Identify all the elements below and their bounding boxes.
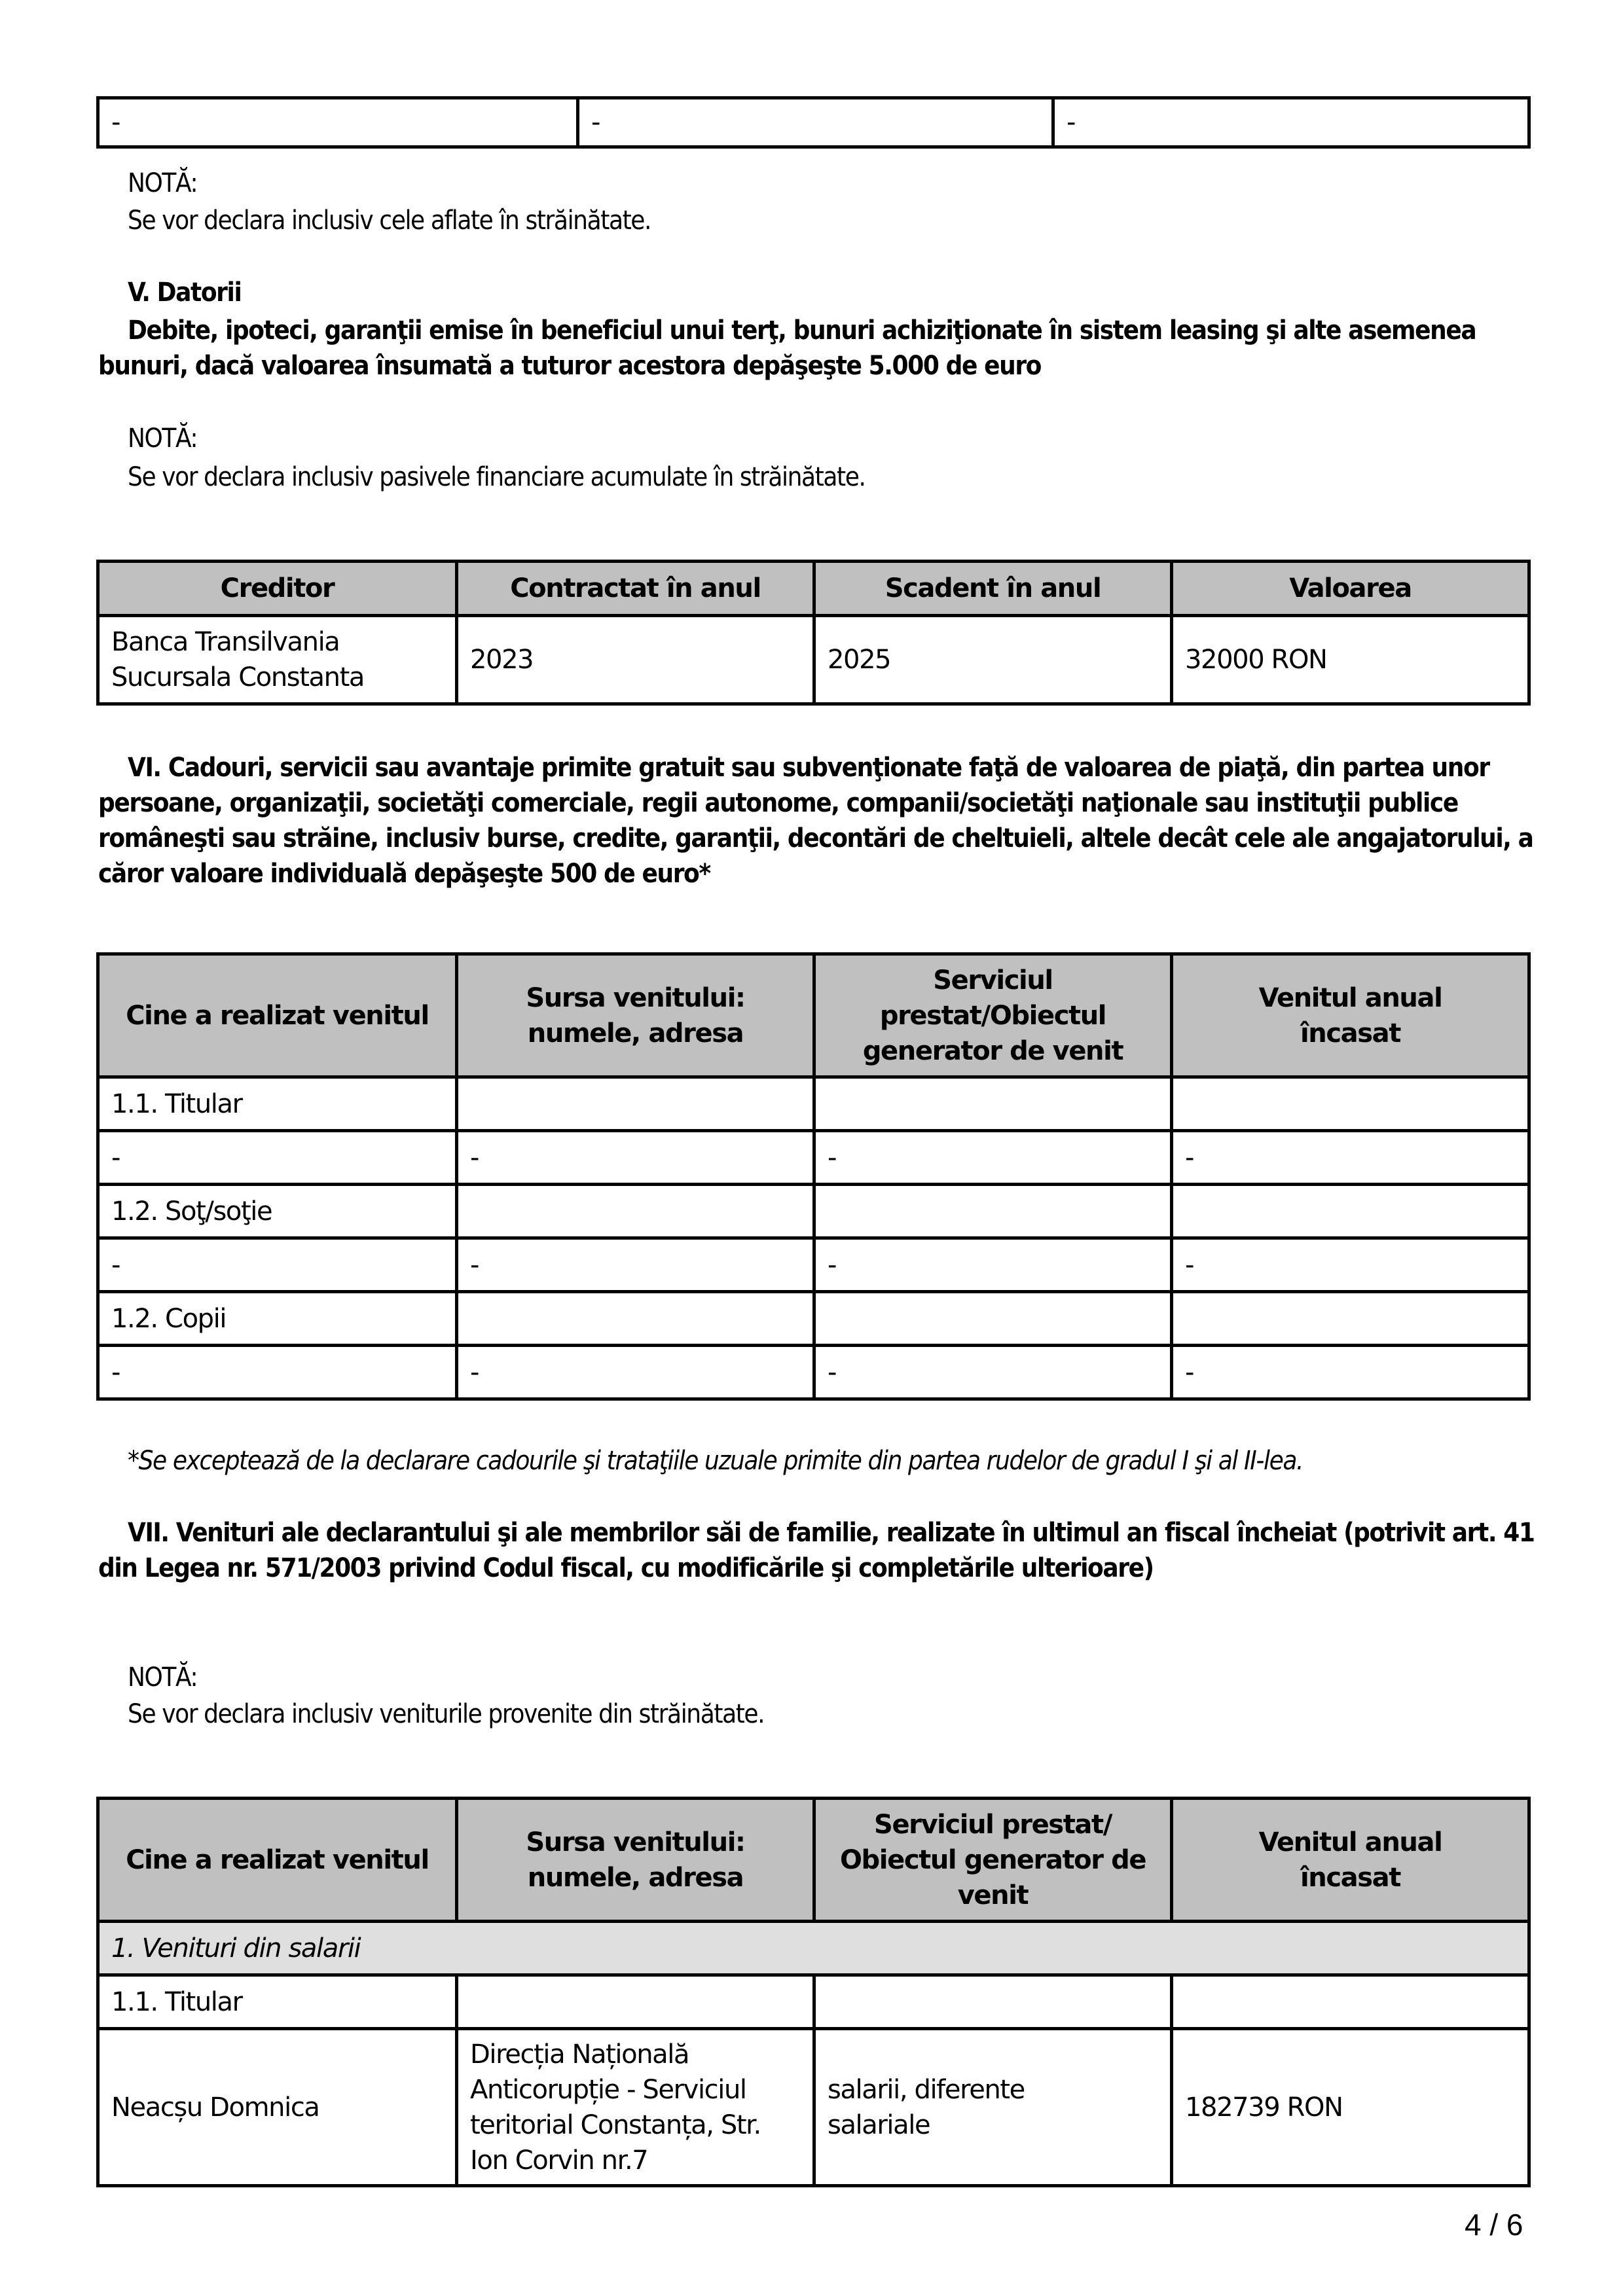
gifts-table [96, 952, 1531, 1401]
page-indicator: 4 / 6 [1465, 2208, 1523, 2242]
note-text: Se vor declara inclusiv veniturile provenite din străinătate. [128, 1699, 765, 1729]
table-row [98, 98, 1529, 147]
table-cell [457, 1077, 814, 1131]
column-header: Venitul anual încasat [1172, 954, 1529, 1077]
income-service-cell: salarii, diferente salariale [814, 2029, 1172, 2186]
section-v-title: V. Datorii [128, 278, 242, 308]
column-header: Contractat în anul [457, 562, 814, 616]
table-cell: - [98, 98, 578, 147]
column-header: Sursa venitului: numele, adresa [457, 954, 814, 1077]
debts-table [96, 560, 1531, 706]
table-cell: - [98, 1131, 457, 1185]
table-cell: - [1172, 1346, 1529, 1399]
table-header-row [98, 1799, 1529, 1922]
due-year-cell: 2025 [814, 616, 1172, 704]
column-header: Creditor [98, 562, 457, 616]
income-table [96, 1797, 1531, 2187]
table-cell: - [1172, 1131, 1529, 1185]
table-cell: - [578, 98, 1053, 147]
table-header-row [98, 954, 1529, 1077]
table-cell: - [1172, 1238, 1529, 1292]
table-cell [814, 1292, 1172, 1346]
table-cell [814, 1975, 1172, 2029]
note-text: Se vor declara inclusiv cele aflate în străinătate. [128, 206, 651, 236]
value-cell: 32000 RON [1172, 616, 1529, 704]
table-cell: - [814, 1346, 1172, 1399]
section-v-subtitle: Debite, ipoteci, garanţii emise în beneficiul unui terţ, bunuri achiziţionate în sistem leasing şi alte asemenea bunuri, dacă valoarea însumată a tuturor acestora depăşeşte 5.000 de euro [98, 315, 1476, 381]
table-cell: - [814, 1131, 1172, 1185]
table-row [98, 1185, 1529, 1238]
column-header: Cine a realizat venitul [98, 954, 457, 1077]
table-cell [457, 1185, 814, 1238]
note-label: NOTĂ: [128, 168, 198, 198]
table-cell: - [457, 1131, 814, 1185]
note-label: NOTĂ: [128, 1662, 198, 1693]
table-row [98, 1292, 1529, 1346]
column-header: Venitul anual încasat [1172, 1799, 1529, 1922]
income-source-cell: Direcția Națională Anticorupție - Serviciul teritorial Constanța, Str. Ion Corvin nr.7 [457, 2029, 814, 2186]
table-row [98, 1346, 1529, 1399]
table-row [98, 616, 1529, 704]
note-label: NOTĂ: [128, 423, 198, 454]
creditor-cell: Banca Transilvania Sucursala Constanta [98, 616, 457, 704]
table-header-row [98, 562, 1529, 616]
table-cell [457, 1975, 814, 2029]
column-header: Serviciul prestat/ Obiectul generator de venit [814, 1799, 1172, 1922]
table-cell: 1.1. Titular [98, 1077, 457, 1131]
table-cell: - [457, 1238, 814, 1292]
table-cell [457, 1292, 814, 1346]
table-row [98, 1131, 1529, 1185]
table-row [98, 1238, 1529, 1292]
column-header: Valoarea [1172, 562, 1529, 616]
table-cell: - [457, 1346, 814, 1399]
table-cell: 1.2. Copii [98, 1292, 457, 1346]
column-header: Serviciul prestat/Obiectul generator de venit [814, 954, 1172, 1077]
income-category: 1. Venituri din salarii [98, 1922, 1529, 1975]
table-cell: 1.1. Titular [98, 1975, 457, 2029]
column-header: Sursa venitului: numele, adresa [457, 1799, 814, 1922]
table-cell: - [98, 1238, 457, 1292]
table-section-row [98, 1922, 1529, 1975]
income-amount-cell: 182739 RON [1172, 2029, 1529, 2186]
table-row [98, 1975, 1529, 2029]
table-cell: - [1053, 98, 1529, 147]
table-cell: 1.2. Soţ/soţie [98, 1185, 457, 1238]
table-cell: - [814, 1238, 1172, 1292]
gifts-footnote: *Se exceptează de la declarare cadourile şi trataţiile uzuale primite din partea rudelor de gradul I şi al II-lea. [128, 1446, 1303, 1476]
table-cell: - [98, 1346, 457, 1399]
contract-year-cell: 2023 [457, 616, 814, 704]
table-cell [814, 1077, 1172, 1131]
note-text: Se vor declara inclusiv pasivele financiare acumulate în străinătate. [128, 462, 866, 492]
table-cell [1172, 1185, 1529, 1238]
column-header: Scadent în anul [814, 562, 1172, 616]
table-row [98, 2029, 1529, 2186]
column-header: Cine a realizat venitul [98, 1799, 457, 1922]
section-vi-title: VI. Cadouri, servicii sau avantaje primite gratuit sau subvenţionate faţă de valoarea de piaţă, din partea unor persoane, organizaţii, societăţi comerciale, regii autonome, companii/societăţi naţionale sau instituţii publice româneşti sau străine, inclusiv burse, credite, garanţii, decontări de cheltuieli, altele decât cele ale angajatorului, a căror valoare individuală depăşeşte 500 de euro* [98, 753, 1533, 889]
income-earner-cell: Neacșu Domnica [98, 2029, 457, 2186]
section-vii-title: VII. Venituri ale declarantului şi ale membrilor săi de familie, realizate în ultimul an fiscal încheiat (potrivit art. 41 din Legea nr. 571/2003 privind Codul fiscal, cu modificările şi completările ulterioare) [98, 1518, 1535, 1583]
table-cell [1172, 1077, 1529, 1131]
table-row [98, 1077, 1529, 1131]
assets-continuation-table [96, 96, 1531, 149]
table-cell [1172, 1292, 1529, 1346]
table-cell [1172, 1975, 1529, 2029]
table-cell [814, 1185, 1172, 1238]
